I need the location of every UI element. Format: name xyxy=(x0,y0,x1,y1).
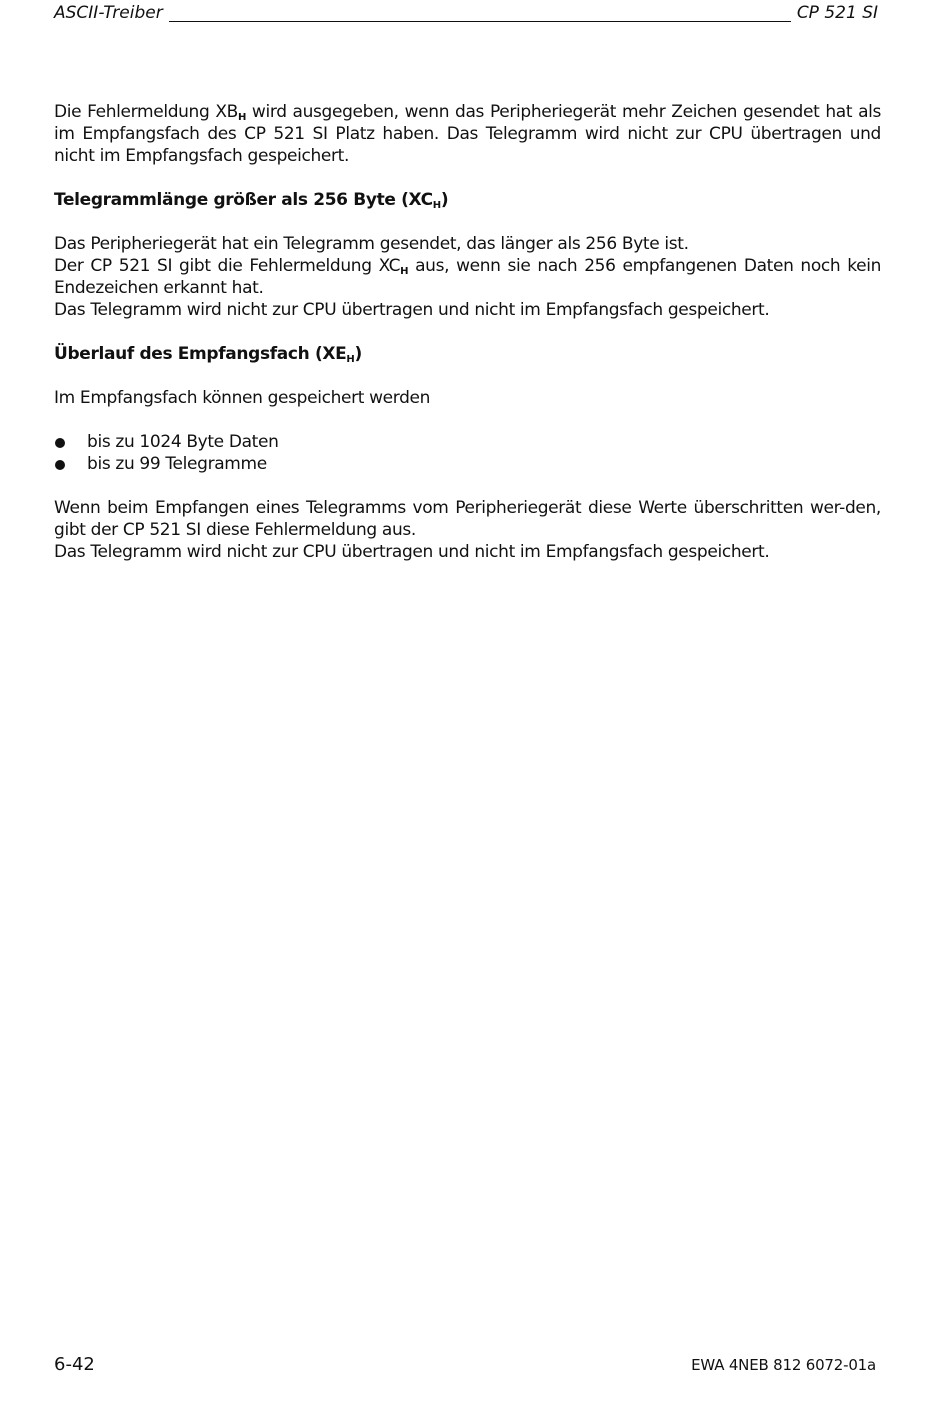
header-rule xyxy=(169,21,791,22)
intro-text-start: Die Fehlermeldung XB xyxy=(54,102,238,122)
section-heading-overflow xyxy=(54,343,881,365)
list-item-text: bis zu 1024 Byte Daten xyxy=(87,432,279,452)
list-item xyxy=(54,431,881,453)
heading-text-end: ) xyxy=(440,190,449,210)
section1-text-start: Der CP 521 SI gibt die Fehlermeldung XC xyxy=(54,256,401,276)
heading-subscript: H xyxy=(432,200,441,211)
page-content xyxy=(54,101,881,563)
section1-paragraph xyxy=(54,255,881,299)
bullet-icon xyxy=(55,438,65,448)
section1-text-rest: aus, wenn sie nach 256 empfangenen Daten noch kein Endezeichen erkannt hat. xyxy=(54,256,882,298)
bullet-icon xyxy=(55,460,65,470)
section2-paragraph: Wenn beim Empfangen eines Telegramms vom Peripheriegerät diese Werte überschritten wer-den, gibt der CP 521 SI diese Fehlermeldung aus. xyxy=(54,498,881,540)
intro-paragraph xyxy=(54,101,881,167)
header-product-name: CP 521 SI xyxy=(796,3,878,23)
heading-text-end: ) xyxy=(354,344,362,364)
section-heading-telegram-length xyxy=(54,189,881,211)
section2-closing: Das Telegramm wird nicht zur CPU übertragen und nicht im Empfangsfach gespeichert. xyxy=(54,542,770,562)
list-item xyxy=(54,453,881,475)
document-id: EWA 4NEB 812 6072-01a xyxy=(691,1356,876,1374)
page-header xyxy=(54,0,878,26)
header-section-title: ASCII-Treiber xyxy=(54,3,163,23)
section1-line3: Das Telegramm wird nicht zur CPU übertragen und nicht im Empfangsfach gespeichert. xyxy=(54,300,770,320)
section2-intro: Im Empfangsfach können gespeichert werden xyxy=(54,388,431,408)
heading-text: Überlauf des Empfangsfach (XE xyxy=(54,344,347,364)
page-number: 6-42 xyxy=(54,1354,95,1375)
intro-text-rest: wird ausgegeben, wenn das Peripheriegerät mehr Zeichen gesendet hat als im Empfangsfach des CP 521 SI Platz haben. Das Telegramm wird nicht zur CPU übertragen und nicht im Empfangsfach gespeichert. xyxy=(54,102,882,166)
bullet-list xyxy=(54,431,881,475)
heading-subscript: H xyxy=(346,354,355,365)
section1-subscript: H xyxy=(400,266,409,277)
intro-subscript: H xyxy=(237,112,246,123)
list-item-text: bis zu 99 Telegramme xyxy=(87,454,267,474)
section1-line1: Das Peripheriegerät hat ein Telegramm gesendet, das länger als 256 Byte ist. xyxy=(54,234,689,254)
heading-text: Telegrammlänge größer als 256 Byte (XC xyxy=(54,190,433,210)
